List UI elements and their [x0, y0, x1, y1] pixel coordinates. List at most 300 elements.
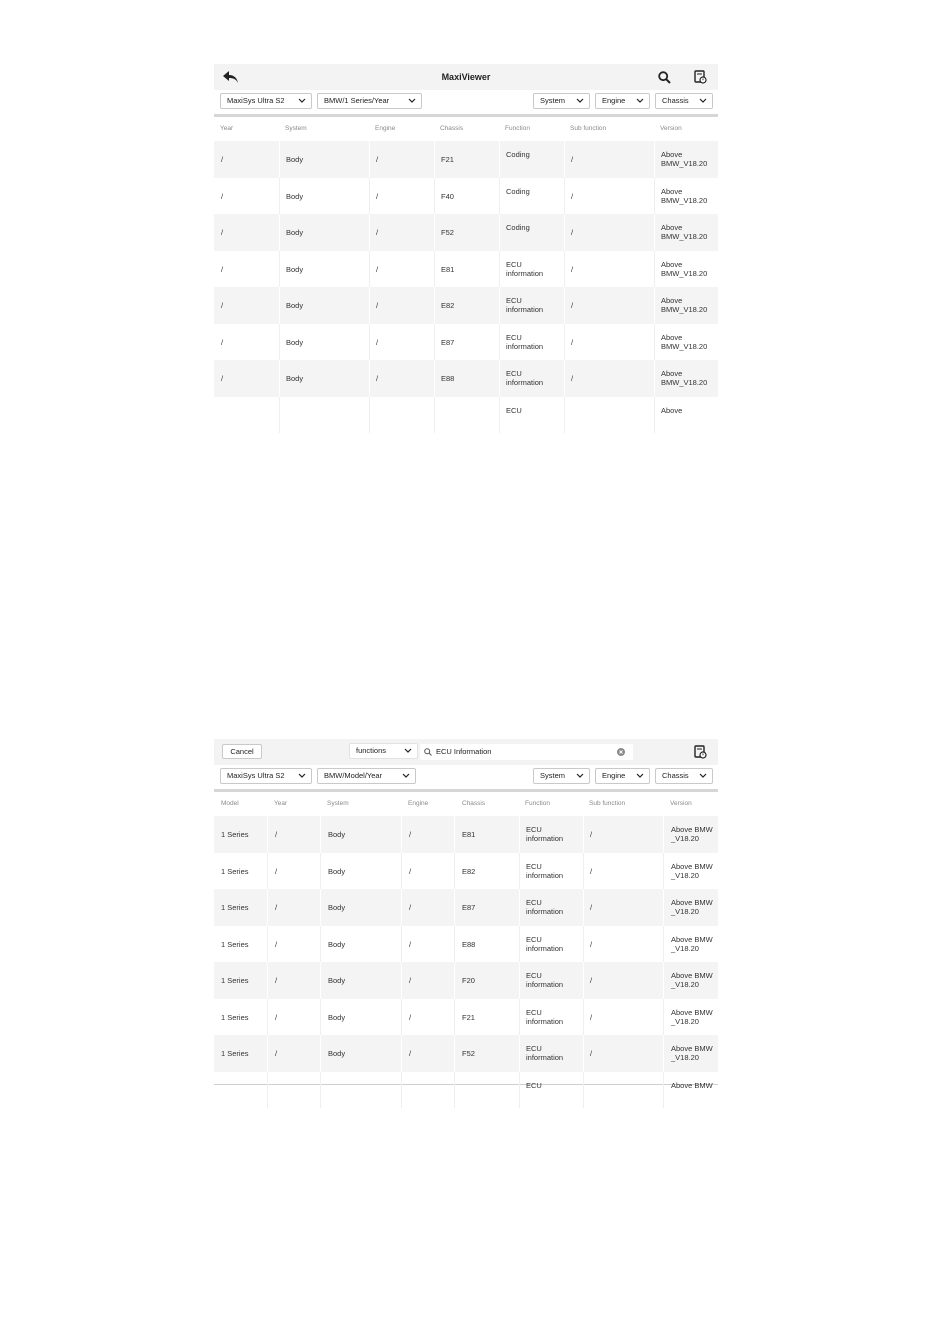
cell-version: Above BMW	[671, 898, 713, 907]
column-separator	[564, 287, 565, 324]
result-table	[214, 141, 718, 433]
table-row[interactable]	[214, 1035, 718, 1072]
search-scope-dropdown[interactable]	[349, 743, 418, 759]
column-separator	[267, 962, 268, 999]
column-separator	[454, 999, 455, 1036]
column-header: Chassis	[440, 125, 464, 132]
table-row[interactable]	[214, 999, 718, 1036]
column-separator	[401, 962, 402, 999]
vehicle-dropdown-label: BMW/1 Series/Year	[324, 96, 390, 105]
column-separator	[401, 926, 402, 963]
cell-version-line2: BMW_V18.20	[661, 378, 708, 387]
cell-sub: /	[590, 866, 593, 876]
column-separator	[401, 999, 402, 1036]
cell-engine: /	[376, 191, 379, 201]
cell-system: Body	[286, 374, 304, 383]
column-separator	[663, 889, 664, 926]
cell-chassis: E81	[441, 264, 455, 274]
chassis-dropdown-label: Chassis	[662, 771, 689, 780]
cell-system: Body	[286, 228, 304, 237]
column-separator	[663, 1035, 664, 1072]
cell-version: Above BMW	[671, 1080, 713, 1090]
column-separator	[654, 178, 655, 215]
cell-year: /	[275, 939, 278, 949]
cell-engine: /	[409, 1049, 412, 1058]
column-separator	[519, 816, 520, 853]
search-results-screen	[214, 739, 718, 1090]
column-separator	[434, 178, 435, 215]
system-dropdown[interactable]	[533, 768, 590, 784]
column-separator	[499, 214, 500, 251]
cell-chassis: E87	[441, 337, 455, 347]
cell-sub: /	[571, 337, 574, 347]
cell-function-line2: information	[526, 834, 564, 843]
column-separator	[279, 324, 280, 361]
engine-dropdown[interactable]	[595, 768, 650, 784]
cell-sub: /	[590, 1049, 593, 1058]
maxiviewer-screen	[214, 64, 718, 415]
chevron-down-icon	[298, 773, 306, 779]
column-separator	[434, 324, 435, 361]
cell-function-line2: information	[506, 378, 544, 387]
column-separator	[564, 178, 565, 215]
column-separator	[434, 360, 435, 397]
search-bar	[214, 739, 718, 765]
column-separator	[279, 397, 280, 434]
column-separator	[279, 178, 280, 215]
cell-function-line2: information	[506, 268, 544, 278]
column-separator	[320, 853, 321, 890]
cell-system: Body	[286, 191, 304, 201]
vehicle-dropdown[interactable]	[317, 768, 416, 784]
column-separator	[519, 999, 520, 1036]
cell-year: /	[221, 264, 224, 274]
column-separator	[519, 962, 520, 999]
cell-function: ECU	[526, 861, 542, 871]
column-separator	[454, 1035, 455, 1072]
chevron-down-icon	[699, 98, 707, 104]
cell-year: /	[275, 976, 278, 985]
cell-function: ECU	[526, 1044, 542, 1053]
cell-engine: /	[376, 264, 379, 274]
cell-version-line2: _V18.20	[671, 980, 699, 989]
cell-version-line2: _V18.20	[671, 1053, 699, 1062]
cell-sub: /	[590, 1012, 593, 1022]
device-dropdown-label: MaxiSys Ultra S2	[227, 96, 285, 105]
history-icon[interactable]	[692, 739, 708, 765]
cell-function-line2: information	[526, 1053, 564, 1062]
column-separator	[564, 214, 565, 251]
column-separator	[519, 1035, 520, 1072]
column-separator	[654, 324, 655, 361]
cell-engine: /	[409, 830, 412, 839]
column-separator	[583, 926, 584, 963]
cell-function-line2: information	[526, 870, 564, 880]
filter-bar	[214, 765, 718, 789]
cell-system: Body	[328, 1049, 346, 1058]
cell-year: /	[275, 903, 278, 912]
cell-function: Coding	[506, 223, 530, 232]
column-separator	[279, 214, 280, 251]
filter-bar	[214, 90, 718, 114]
cell-version-line2: BMW_V18.20	[661, 305, 708, 314]
cell-engine: /	[376, 301, 379, 310]
cell-version: Above	[661, 186, 683, 196]
column-separator	[654, 360, 655, 397]
cell-function-line2: information	[526, 980, 564, 989]
cell-sub: /	[590, 830, 593, 839]
cell-year: /	[221, 374, 224, 383]
cell-version: Above BMW	[671, 1007, 713, 1017]
column-separator	[654, 251, 655, 288]
column-header: Version	[660, 125, 682, 132]
column-header: Chassis	[462, 800, 486, 807]
cell-version: Above	[661, 405, 683, 415]
cell-year: /	[275, 1049, 278, 1058]
column-separator	[654, 214, 655, 251]
chevron-down-icon	[636, 773, 644, 779]
cell-sub: /	[571, 264, 574, 274]
cell-version: Above	[661, 369, 683, 378]
column-separator	[564, 360, 565, 397]
vehicle-dropdown-label: BMW/Model/Year	[324, 771, 383, 780]
column-separator	[279, 360, 280, 397]
table-row[interactable]	[214, 816, 718, 853]
cell-engine: /	[376, 337, 379, 347]
table-row[interactable]	[214, 360, 718, 397]
column-separator	[267, 999, 268, 1036]
column-separator	[320, 1072, 321, 1109]
cell-year: /	[275, 1012, 278, 1022]
cell-model: 1 Series	[221, 903, 249, 912]
cell-chassis: F52	[462, 1049, 475, 1058]
cell-version-line2: _V18.20	[671, 907, 699, 916]
cell-sub: /	[590, 976, 593, 985]
cell-function-line2: information	[526, 1016, 564, 1026]
cell-system: Body	[286, 264, 304, 274]
column-separator	[320, 1035, 321, 1072]
cell-function: ECU	[526, 1080, 542, 1090]
table-row[interactable]	[214, 141, 718, 178]
table-row[interactable]	[214, 1072, 718, 1109]
chevron-down-icon	[402, 773, 410, 779]
cell-version-line2: BMW_V18.20	[661, 159, 708, 168]
column-separator	[519, 853, 520, 890]
cell-sub: /	[571, 301, 574, 310]
column-separator	[499, 324, 500, 361]
cell-year: /	[221, 228, 224, 237]
cell-chassis: F20	[462, 976, 475, 985]
cell-sub: /	[571, 374, 574, 383]
cell-function: ECU	[526, 1007, 542, 1017]
cell-model: 1 Series	[221, 939, 249, 949]
column-separator	[454, 926, 455, 963]
result-table	[214, 816, 718, 1108]
column-separator	[369, 178, 370, 215]
cell-function: Coding	[506, 186, 530, 196]
history-icon[interactable]	[692, 64, 708, 90]
chevron-down-icon	[576, 773, 584, 779]
column-header: Year	[274, 800, 288, 807]
cell-function-line2: information	[526, 943, 564, 953]
column-separator	[369, 141, 370, 178]
chevron-down-icon	[636, 98, 644, 104]
column-separator	[369, 397, 370, 434]
cell-version: Above BMW	[671, 934, 713, 944]
column-separator	[663, 926, 664, 963]
cell-engine: /	[376, 374, 379, 383]
cell-version: Above	[661, 223, 683, 232]
column-separator	[583, 889, 584, 926]
cell-version: Above BMW	[671, 825, 713, 834]
cell-function-line2: information	[526, 907, 564, 916]
cell-function: ECU	[506, 259, 522, 269]
column-separator	[401, 1072, 402, 1109]
chassis-dropdown[interactable]	[655, 93, 713, 109]
table-row[interactable]	[214, 889, 718, 926]
chevron-down-icon	[408, 98, 416, 104]
column-separator	[519, 926, 520, 963]
column-separator	[519, 889, 520, 926]
cell-model: 1 Series	[221, 1049, 249, 1058]
column-separator	[499, 287, 500, 324]
column-separator	[401, 889, 402, 926]
column-separator	[320, 999, 321, 1036]
table-row[interactable]	[214, 178, 718, 215]
cell-function: ECU	[526, 934, 542, 944]
column-separator	[267, 889, 268, 926]
chevron-down-icon	[576, 98, 584, 104]
column-separator	[663, 1072, 664, 1109]
cell-year: /	[221, 155, 224, 164]
column-separator	[279, 251, 280, 288]
cell-system: Body	[286, 337, 304, 347]
cell-sub: /	[571, 191, 574, 201]
cell-function: ECU	[526, 825, 542, 834]
column-header: Version	[670, 800, 692, 807]
column-separator	[267, 1072, 268, 1109]
system-dropdown-label: System	[540, 96, 566, 105]
table-header	[214, 792, 718, 816]
column-separator	[454, 889, 455, 926]
search-input[interactable]	[420, 744, 633, 760]
cell-function: ECU	[506, 332, 522, 342]
cell-version-line2: BMW_V18.20	[661, 341, 708, 351]
column-header: Function	[525, 800, 550, 807]
table-row[interactable]	[214, 962, 718, 999]
column-separator	[519, 1072, 520, 1109]
table-row[interactable]	[214, 251, 718, 288]
cell-version-line2: _V18.20	[671, 1016, 699, 1026]
table-row[interactable]	[214, 287, 718, 324]
column-header: Model	[221, 800, 239, 807]
column-separator	[320, 889, 321, 926]
column-separator	[401, 853, 402, 890]
search-icon	[424, 748, 432, 756]
chassis-dropdown[interactable]	[655, 768, 713, 784]
cell-system: Body	[328, 1012, 346, 1022]
column-separator	[267, 853, 268, 890]
system-dropdown[interactable]	[533, 93, 590, 109]
cell-sub: /	[590, 939, 593, 949]
search-icon[interactable]	[656, 64, 672, 90]
column-separator	[369, 251, 370, 288]
cell-year: /	[221, 191, 224, 201]
engine-dropdown[interactable]	[595, 93, 650, 109]
device-dropdown-label: MaxiSys Ultra S2	[227, 771, 285, 780]
column-header: Year	[220, 125, 234, 132]
search-input-value: ECU Information	[436, 747, 492, 756]
column-separator	[583, 816, 584, 853]
column-header: Function	[505, 125, 530, 132]
cell-function: ECU	[506, 296, 522, 305]
column-separator	[320, 926, 321, 963]
column-separator	[499, 397, 500, 434]
cell-sub: /	[590, 903, 593, 912]
column-separator	[564, 141, 565, 178]
column-separator	[499, 251, 500, 288]
column-separator	[499, 141, 500, 178]
vehicle-dropdown[interactable]	[317, 93, 422, 109]
cell-function: Coding	[506, 150, 530, 159]
cell-function-line2: information	[506, 305, 544, 314]
cell-chassis: F21	[462, 1012, 475, 1022]
column-separator	[454, 853, 455, 890]
cell-model: 1 Series	[221, 866, 249, 876]
cell-function: ECU	[526, 898, 542, 907]
cell-model: 1 Series	[221, 830, 249, 839]
cell-version-line2: BMW_V18.20	[661, 232, 708, 241]
cell-sub: /	[571, 228, 574, 237]
table-row[interactable]	[214, 324, 718, 361]
column-separator	[320, 962, 321, 999]
column-separator	[279, 287, 280, 324]
column-header: System	[327, 800, 349, 807]
column-separator	[564, 324, 565, 361]
cell-year: /	[275, 830, 278, 839]
table-header	[214, 117, 718, 141]
page-title: MaxiViewer	[441, 72, 491, 82]
column-separator	[401, 816, 402, 853]
cell-engine: /	[409, 866, 412, 876]
cell-function-line2: information	[506, 341, 544, 351]
device-dropdown[interactable]	[220, 93, 312, 109]
column-separator	[564, 251, 565, 288]
cell-model: 1 Series	[221, 1012, 249, 1022]
cell-engine: /	[409, 976, 412, 985]
column-separator	[369, 324, 370, 361]
column-separator	[454, 962, 455, 999]
cell-version: Above BMW	[671, 971, 713, 980]
column-separator	[583, 1035, 584, 1072]
cell-system: Body	[286, 301, 304, 310]
chassis-dropdown-label: Chassis	[662, 96, 689, 105]
engine-dropdown-label: Engine	[602, 96, 626, 105]
cell-model: 1 Series	[221, 976, 249, 985]
chevron-down-icon	[298, 98, 306, 104]
column-separator	[654, 287, 655, 324]
cell-system: Body	[328, 830, 346, 839]
column-separator	[369, 360, 370, 397]
table-row[interactable]	[214, 853, 718, 890]
column-separator	[663, 999, 664, 1036]
cell-year: /	[275, 866, 278, 876]
cell-version: Above	[661, 150, 683, 159]
table-row[interactable]	[214, 214, 718, 251]
column-separator	[499, 360, 500, 397]
column-separator	[267, 1035, 268, 1072]
column-separator	[267, 816, 268, 853]
search-scope-label: functions	[356, 746, 387, 755]
cell-engine: /	[409, 903, 412, 912]
column-separator	[434, 251, 435, 288]
column-separator	[279, 141, 280, 178]
cell-year: /	[221, 301, 224, 310]
cell-version: Above	[661, 296, 683, 305]
cell-function: ECU	[506, 369, 522, 378]
cell-year: /	[221, 337, 224, 347]
column-separator	[267, 926, 268, 963]
column-header: System	[285, 125, 307, 132]
column-separator	[454, 1072, 455, 1109]
cell-sub: /	[571, 155, 574, 164]
column-separator	[583, 962, 584, 999]
engine-dropdown-label: Engine	[602, 771, 626, 780]
cell-engine: /	[376, 155, 379, 164]
column-separator	[499, 178, 500, 215]
column-separator	[663, 853, 664, 890]
cell-chassis: E81	[462, 830, 476, 839]
cell-version-line2: BMW_V18.20	[661, 195, 708, 205]
cell-function: ECU	[506, 405, 522, 415]
column-separator	[663, 816, 664, 853]
column-separator	[654, 397, 655, 434]
cell-version-line2: _V18.20	[671, 943, 699, 953]
cell-version-line2: BMW_V18.20	[661, 268, 708, 278]
cell-engine: /	[409, 1012, 412, 1022]
cell-version: Above	[661, 259, 683, 269]
column-separator	[663, 962, 664, 999]
cell-system: Body	[328, 903, 346, 912]
cancel-button[interactable]: Cancel	[222, 744, 262, 759]
cell-engine: /	[376, 228, 379, 237]
column-separator	[583, 1072, 584, 1109]
cell-chassis: E87	[462, 903, 476, 912]
column-separator	[564, 397, 565, 434]
column-separator	[434, 214, 435, 251]
column-header: Engine	[375, 125, 396, 132]
cell-system: Body	[328, 939, 346, 949]
chevron-down-icon	[699, 773, 707, 779]
column-separator	[583, 999, 584, 1036]
column-separator	[369, 287, 370, 324]
cell-version: Above BMW	[671, 861, 713, 871]
column-header: Engine	[408, 800, 429, 807]
clear-icon[interactable]	[617, 748, 625, 756]
cell-chassis: E82	[441, 301, 455, 310]
cell-function: ECU	[526, 971, 542, 980]
column-separator	[369, 214, 370, 251]
column-separator	[454, 816, 455, 853]
cell-engine: /	[409, 939, 412, 949]
column-separator	[654, 141, 655, 178]
cell-system: Body	[328, 866, 346, 876]
table-row[interactable]	[214, 397, 718, 434]
table-row[interactable]	[214, 926, 718, 963]
device-dropdown[interactable]	[220, 768, 312, 784]
cell-system: Body	[286, 155, 304, 164]
column-separator	[583, 853, 584, 890]
